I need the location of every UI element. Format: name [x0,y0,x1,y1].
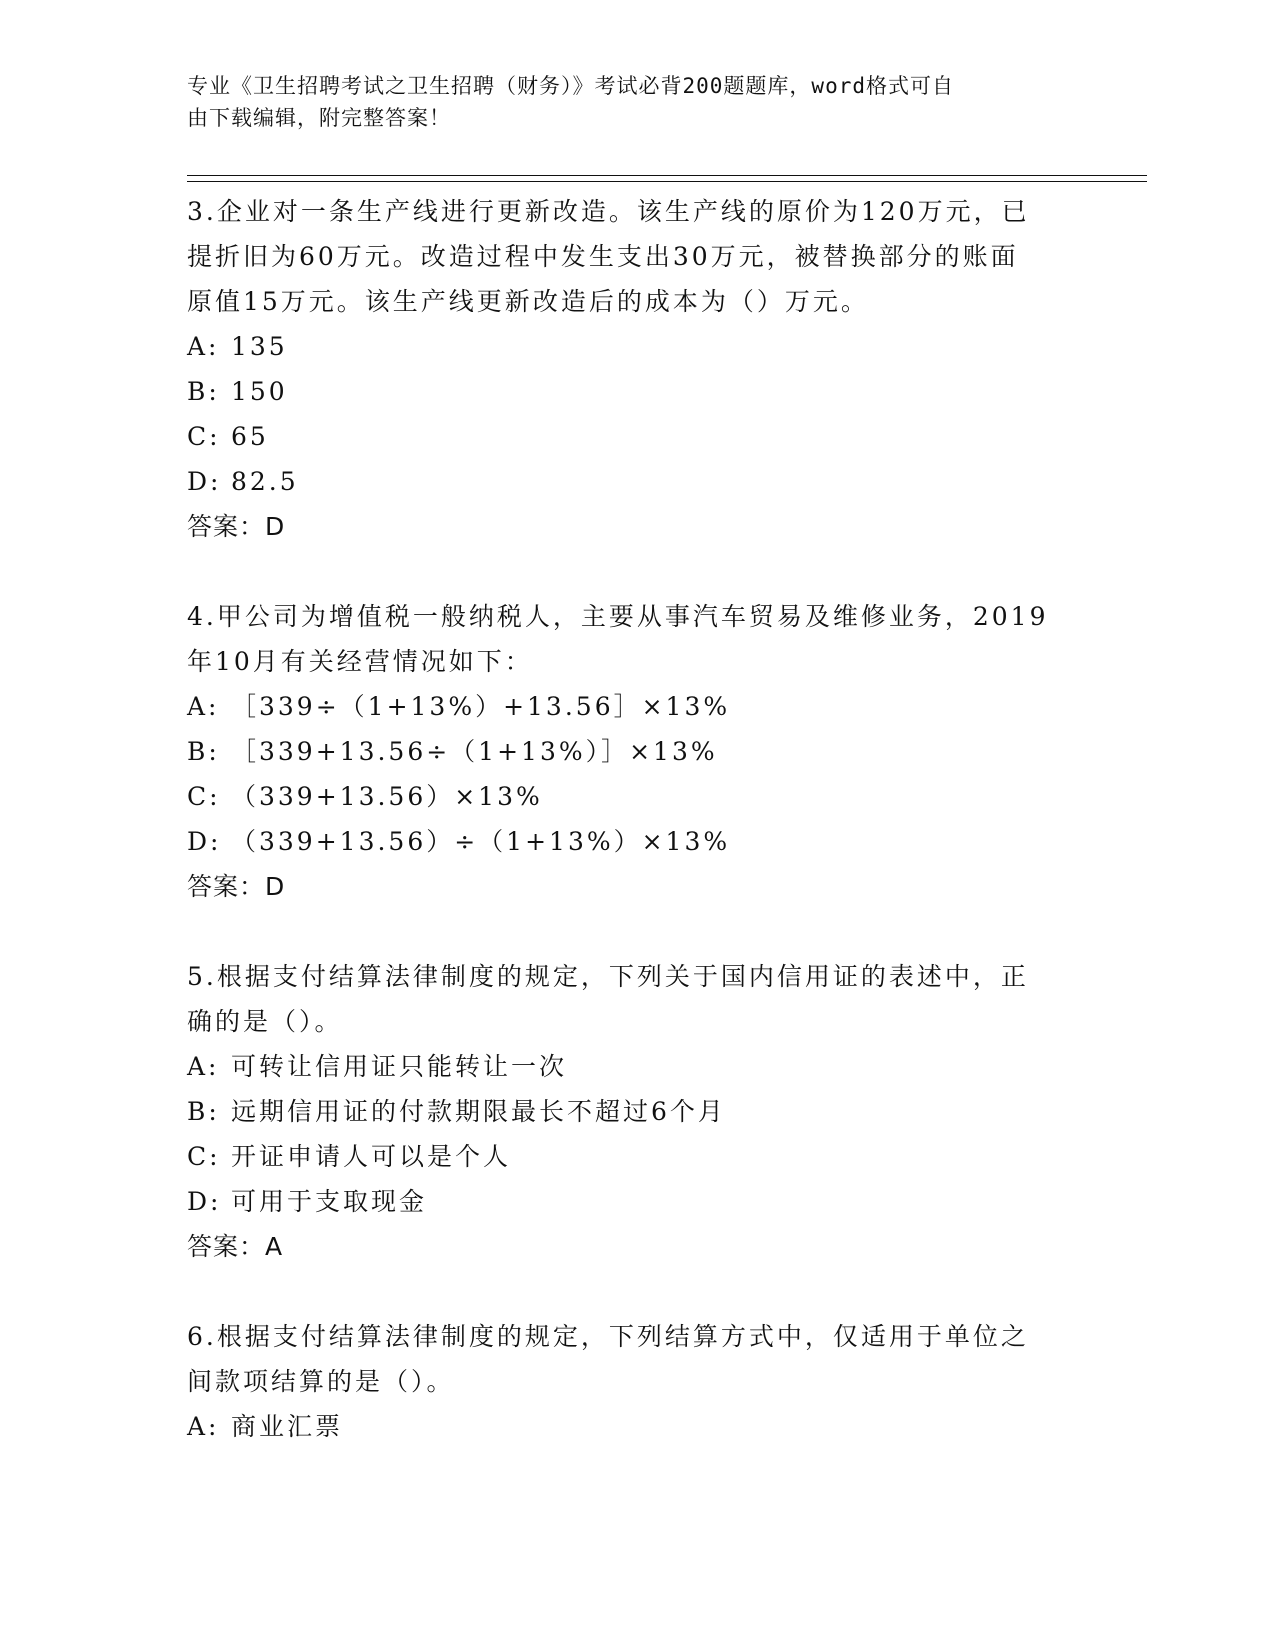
option-letter: B: [187,377,220,406]
option-b [187,369,1067,414]
document-header [187,70,1067,134]
option-b [187,729,1067,774]
option-letter: D: [187,1187,222,1216]
option-text: 150 [231,377,288,406]
question-stem-line: 原值15万元。该生产线更新改造后的成本为（）万元。 [187,287,869,316]
option-letter: B: [187,737,220,766]
answer-line: 答案：A [187,1232,284,1261]
option-text: 商业汇票 [231,1412,344,1441]
option-text: 135 [231,332,288,361]
option-text: 远期信用证的付款期限最长不超过6个月 [231,1097,726,1126]
option-letter: A: [187,692,220,721]
question-stem-line: 确的是（）。 [187,1007,343,1036]
option-text: 开证申请人可以是个人 [231,1142,512,1171]
option-text: ［339÷（1+13%）+13.56］×13% [231,692,731,721]
question-stem-line: 3.企业对一条生产线进行更新改造。该生产线的原价为120万元，已 [187,197,1030,226]
question-stem-line: 5.根据支付结算法律制度的规定，下列关于国内信用证的表述中，正 [187,962,1029,991]
option-letter: A: [187,1052,220,1081]
question-stem-line: 年10月有关经营情况如下： [187,647,533,676]
header-rule-top [187,175,1147,176]
question-5 [187,954,1067,1269]
header-line-1: 专业《卫生招聘考试之卫生招聘（财务）》考试必背200题题库，word格式可自 [187,74,954,98]
option-letter: D: [187,827,222,856]
option-letter: B: [187,1097,220,1126]
option-letter: A: [187,332,220,361]
option-letter: C: [187,422,221,451]
question-stem-line: 提折旧为60万元。改造过程中发生支出30万元，被替换部分的账面 [187,242,1019,271]
option-a [187,324,1067,369]
question-6 [187,1314,1067,1449]
header-rule-bottom [187,181,1147,182]
question-4 [187,594,1067,909]
option-d [187,819,1067,864]
option-text: 可用于支取现金 [231,1187,428,1216]
option-text: （339+13.56）÷（1+13%）×13% [231,827,731,856]
option-text: （339+13.56）×13% [231,782,543,811]
option-a [187,1404,1067,1449]
questions-list [187,189,1067,1449]
option-letter: D: [187,467,222,496]
option-c [187,1134,1067,1179]
answer-line: 答案：D [187,512,286,541]
option-d [187,459,1067,504]
option-letter: C: [187,782,221,811]
option-b [187,1089,1067,1134]
question-stem-line: 间款项结算的是（）。 [187,1367,455,1396]
question-spacer [187,909,1067,954]
option-c [187,774,1067,819]
answer-line: 答案：D [187,872,286,901]
option-a [187,684,1067,729]
option-text: 65 [231,422,269,451]
option-letter: C: [187,1142,221,1171]
question-stem-line: 4.甲公司为增值税一般纳税人，主要从事汽车贸易及维修业务，2019 [187,602,1049,631]
question-spacer [187,549,1067,594]
question-3 [187,189,1067,549]
option-text: ［339+13.56÷（1+13%）］×13% [231,737,718,766]
option-letter: A: [187,1412,220,1441]
question-stem-line: 6.根据支付结算法律制度的规定，下列结算方式中，仅适用于单位之 [187,1322,1029,1351]
question-spacer [187,1269,1067,1314]
option-c [187,414,1067,459]
option-text: 82.5 [231,467,299,496]
option-text: 可转让信用证只能转让一次 [231,1052,568,1081]
option-d [187,1179,1067,1224]
header-line-2: 由下载编辑，附完整答案！ [187,106,451,130]
option-a [187,1044,1067,1089]
